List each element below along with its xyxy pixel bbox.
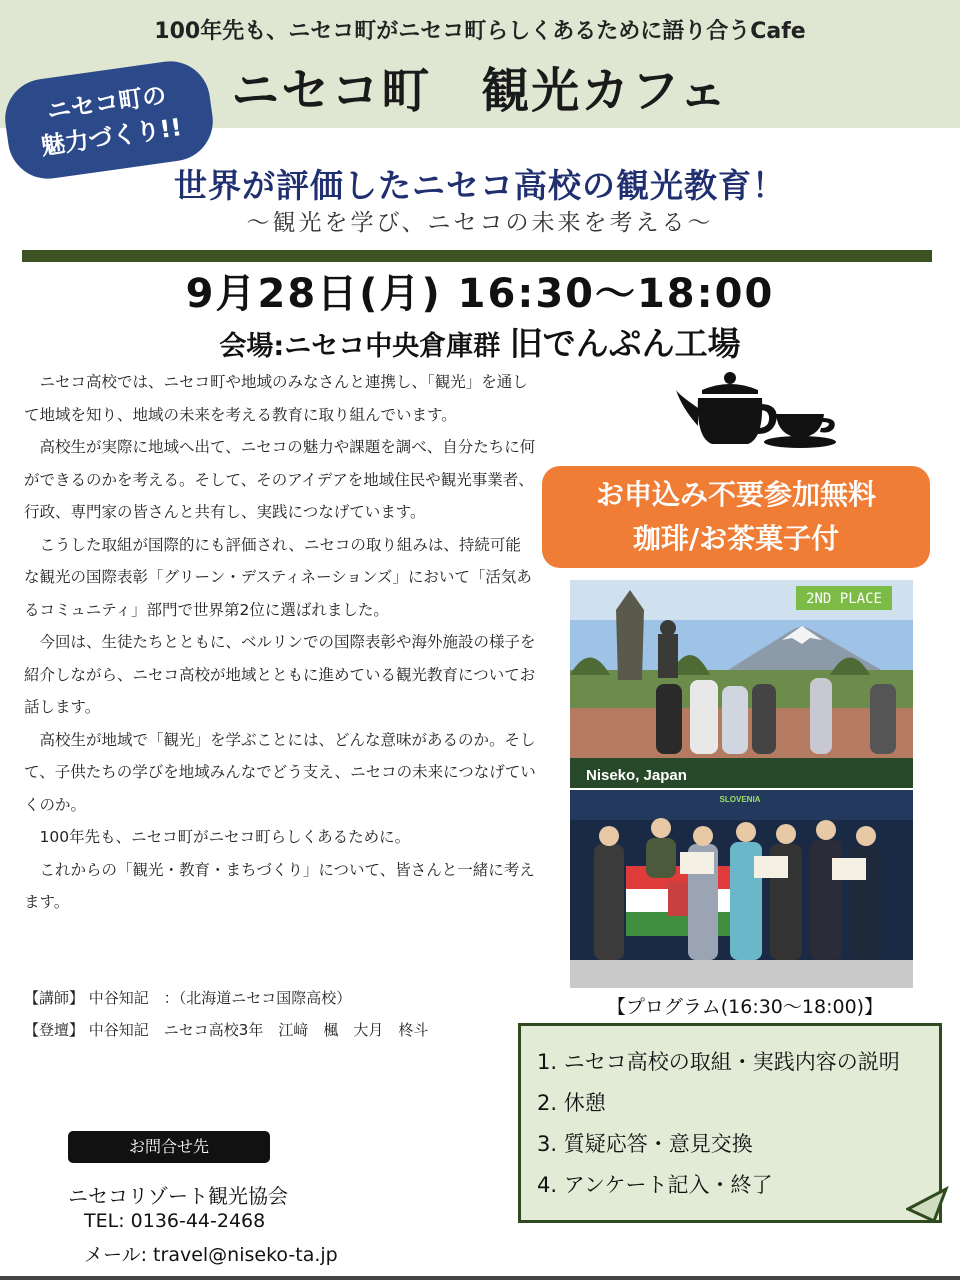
program-item: 1. ニセコ高校の取組・実践内容の説明 xyxy=(537,1050,900,1074)
teapot-illustration xyxy=(672,368,852,452)
body-paragraph: ニセコ高校では、ニセコ町や地域のみなさんと連携し、「観光」を通して地域を知り、地域の未来を考える教育に取り組んでいます。 xyxy=(24,373,528,424)
contact-label: お問合せ先 xyxy=(68,1131,270,1163)
divider-rule xyxy=(22,250,932,262)
page-fold-corner xyxy=(906,1185,950,1225)
body-text xyxy=(24,366,536,919)
body-paragraph: 今回は、生徒たちとともに、ベルリンでの国際表彰や海外施設の様子を紹介しながら、ニセコ高校が地域とともに進めている観光教育についてお話します。 xyxy=(24,633,536,716)
event-venue xyxy=(0,318,960,365)
contact-mail[interactable]: メール: travel@niseko-ta.jp xyxy=(84,1244,338,1266)
speakers-line: 【登壇】 中谷知記 ニセコ高校3年 江﨑 楓 大月 柊斗 xyxy=(24,1021,429,1039)
free-line-1: お申込み不要参加無料 xyxy=(595,478,876,511)
program-box xyxy=(518,1023,942,1223)
teapot-icon xyxy=(676,372,777,444)
niseko-photo xyxy=(570,580,913,788)
body-paragraph: こうした取組が国際的にも評価され、ニセコの取り組みは、持続可能な観光の国際表彰「グリーン・デスティネーションズ」において「活気あるコミュニティ」部門で世界第2位に選ばれました。 xyxy=(24,535,532,619)
body-paragraph: 100年先も、ニセコ町がニセコ町らしくあるために。 xyxy=(39,828,411,846)
subheadline: 〜観光を学び、ニセコの未来を考える〜 xyxy=(246,210,714,236)
badge-line-2: 魅力づくり!! xyxy=(39,113,184,161)
program-item: 4. アンケート記入・終了 xyxy=(537,1173,773,1197)
venue-name: 旧でんぷん工場 xyxy=(509,324,741,363)
body-paragraph: これからの「観光・教育・まちづくり」について、皆さんと一緒に考えます。 xyxy=(24,860,535,911)
badge-line-1: ニセコ町の xyxy=(45,80,168,126)
tagline: 100年先も、ニセコ町がニセコ町らしくあるために語り合うCafe xyxy=(154,19,806,44)
credits xyxy=(24,982,524,1046)
award-ceremony-photo xyxy=(570,790,913,988)
free-line-2: 珈琲/お茶菓子付 xyxy=(632,522,840,555)
main-title: ニセコ町 観光カフェ xyxy=(231,63,729,119)
lecturer-line: 【講師】 中谷知記 ：（北海道ニセコ国際高校） xyxy=(24,989,352,1007)
program-item: 3. 質疑応答・意見交換 xyxy=(537,1132,753,1156)
body-paragraph: 高校生が地域で「観光」を学ぶことには、どんな意味があるのか。そして、子供たちの学びを地域みんなでどう支え、ニセコの未来につなげていくのか。 xyxy=(24,730,536,814)
banner-text: SLOVENIA xyxy=(719,795,761,804)
program-title: 【プログラム(16:30〜18:00)】 xyxy=(606,996,884,1018)
event-datetime: 9月28日(月) 16:30〜18:00 xyxy=(185,271,775,317)
contact-tel[interactable]: TEL: 0136-44-2468 xyxy=(84,1210,266,1232)
program-item: 2. 休憩 xyxy=(537,1091,606,1115)
contact-org: ニセコリゾート観光協会 xyxy=(68,1184,288,1208)
bottom-border xyxy=(0,1276,960,1280)
photo-caption: Niseko, Japan xyxy=(586,767,687,784)
free-admission-box xyxy=(542,466,930,568)
award-tag: 2ND PLACE xyxy=(806,591,882,607)
body-paragraph: 高校生が実際に地域へ出て、ニセコの魅力や課題を調べ、自分たちに何ができるのかを考える。そして、そのアイデアを地域住民や観光事業者、行政、専門家の皆さんと共有し、実践につなげています。 xyxy=(24,438,536,521)
venue-prefix: 会場:ニセコ中央倉庫群 xyxy=(219,331,501,362)
program-list xyxy=(537,1042,900,1206)
headline: 世界が評価したニセコ高校の観光教育！ xyxy=(174,166,786,205)
